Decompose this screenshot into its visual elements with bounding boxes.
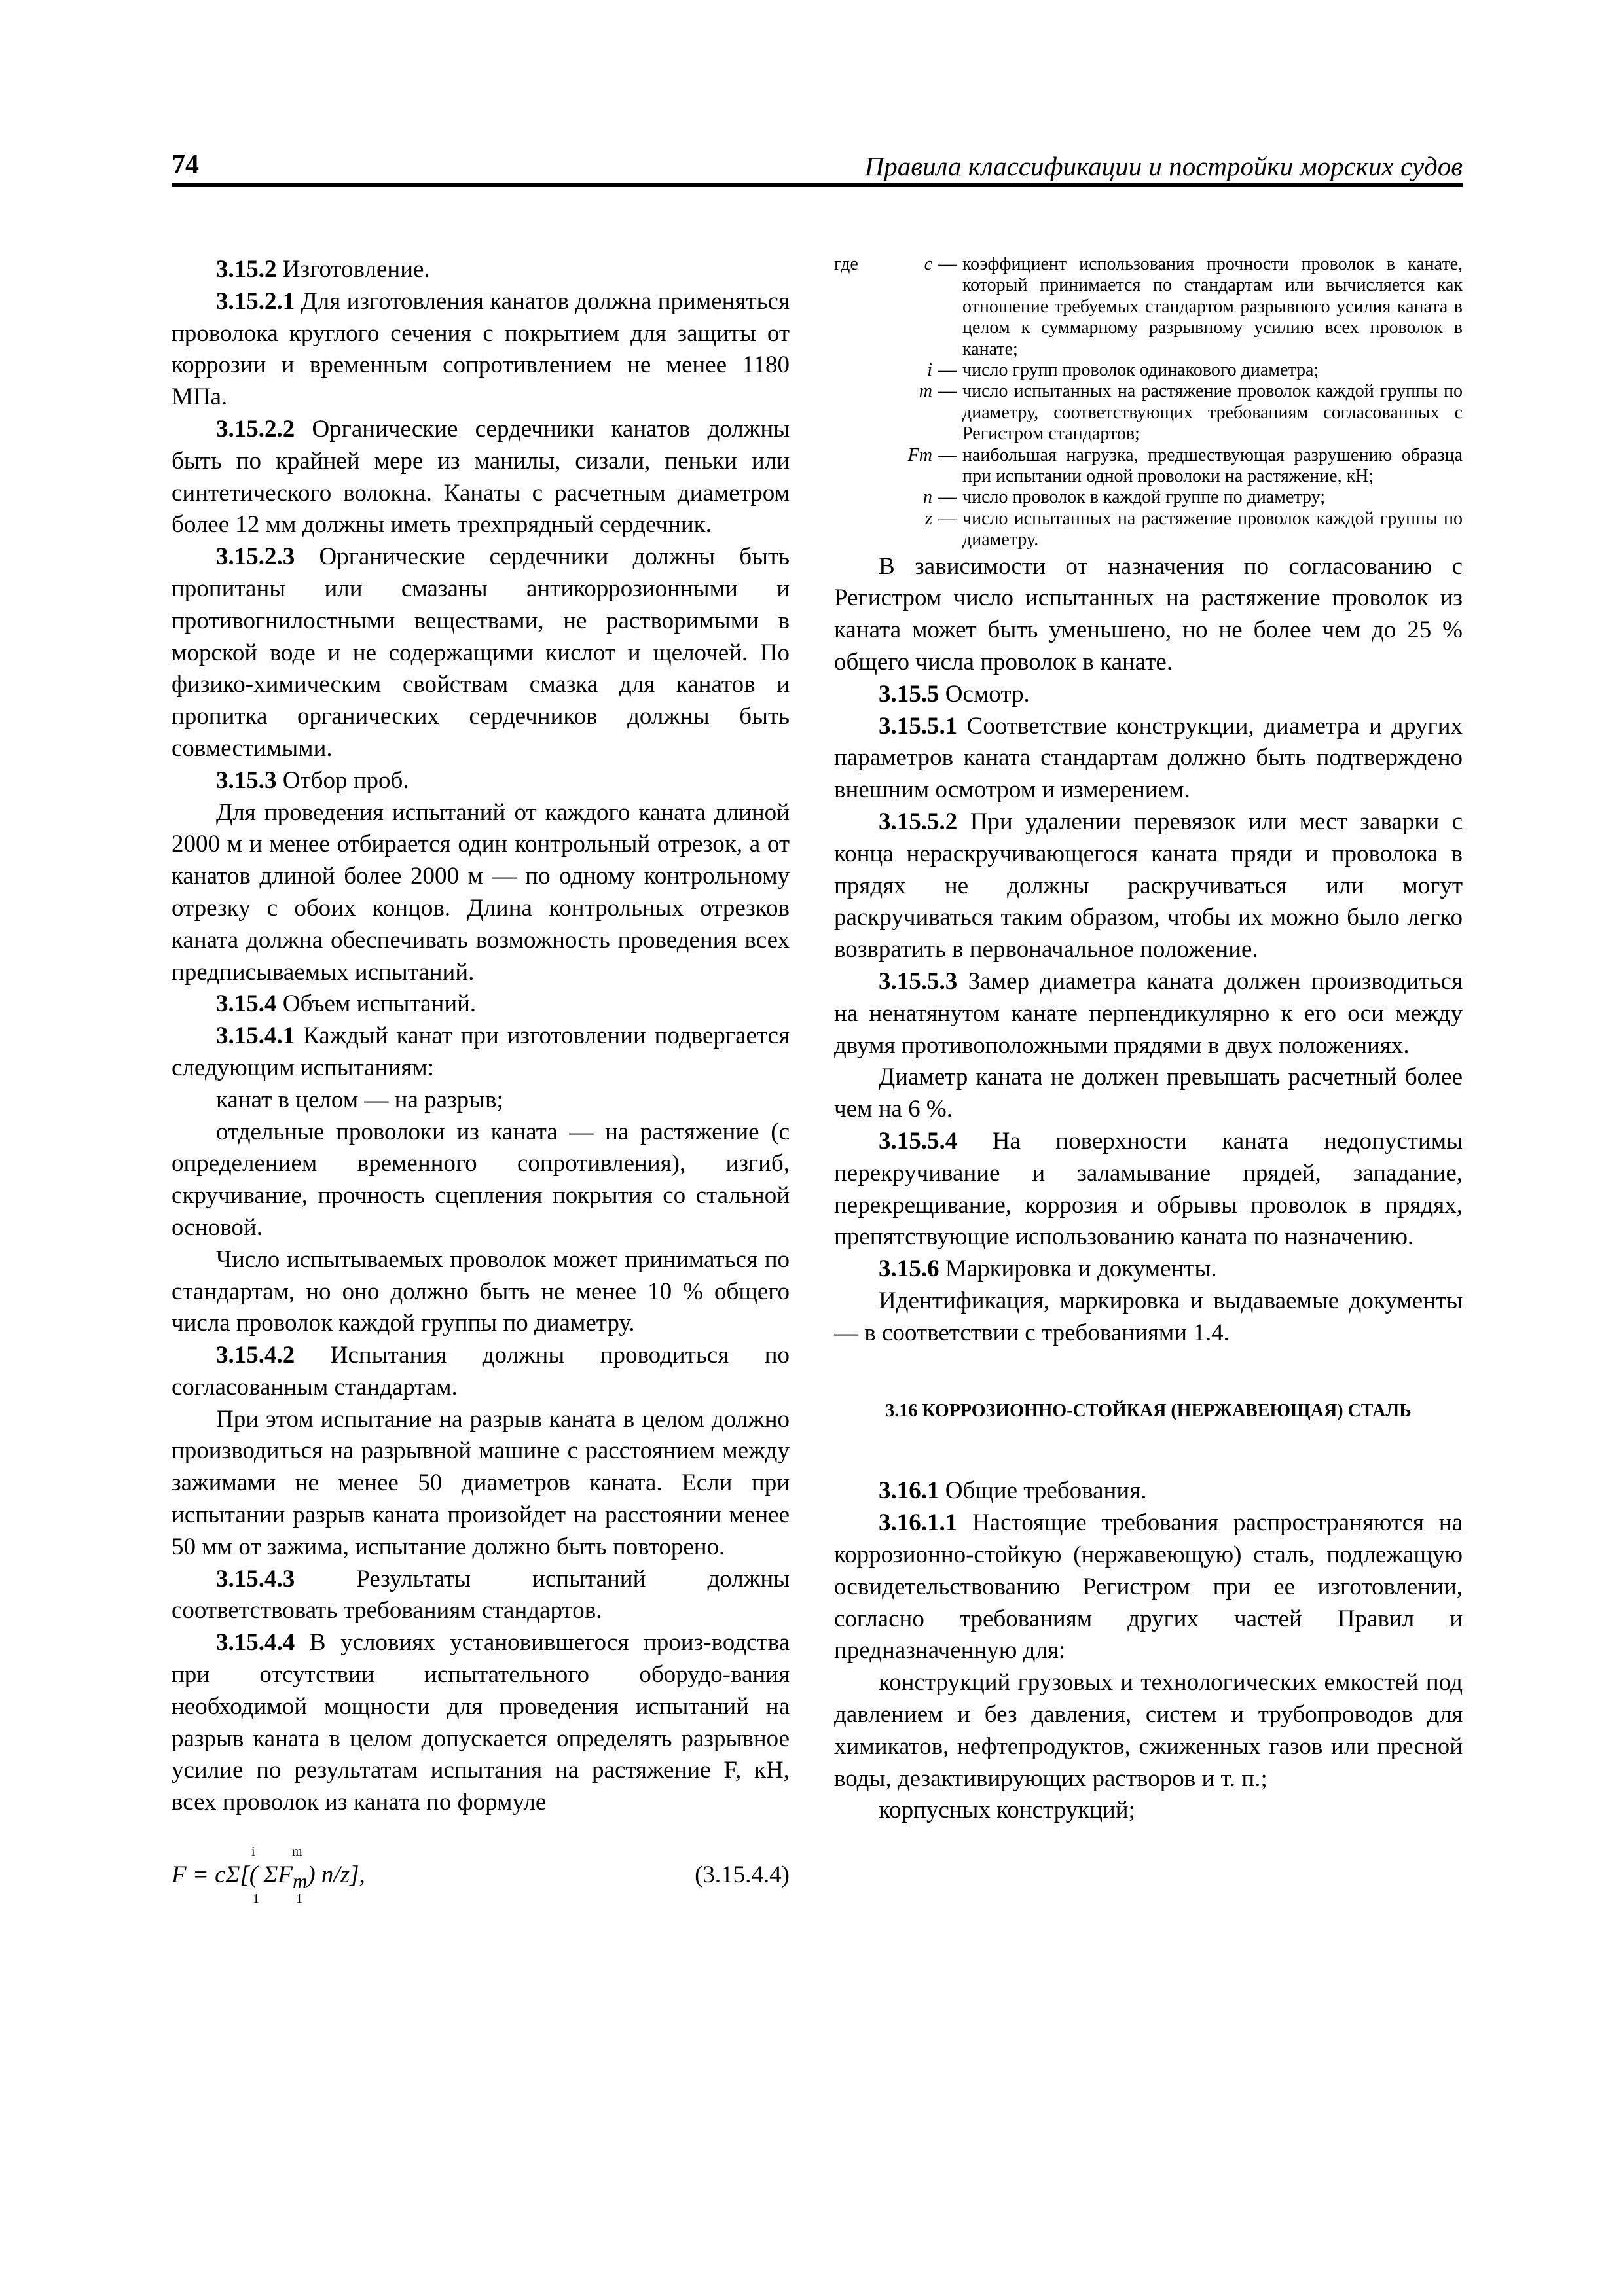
legend-description: число групп проволок одинакового диаметра;: [962, 360, 1319, 381]
paragraph-3-15-2-2: [172, 414, 790, 541]
clause-number: 3.16.1.1: [879, 1509, 958, 1537]
legend-dash: —: [938, 254, 957, 274]
clause-number: 3.16.1: [879, 1477, 939, 1505]
page-number: 74: [172, 150, 199, 180]
clause-text: В условиях установившегося произ-водства при отсутствии испытательного оборудо-вания необходимой мощности для проведения испытаний на разрыв каната в целом допускается определять разрывное усилие по результатам испытания на растяжение F, кН, всех проволок из каната по формуле: [172, 1629, 790, 1816]
paragraph-3-15-5-4: [834, 1126, 1463, 1253]
paragraph-3-15-4-3: [172, 1564, 790, 1628]
paragraph-3-16-1-1: [834, 1507, 1463, 1667]
clause-number: 3.15.4.3: [216, 1565, 295, 1592]
clause-number: 3.15.4.4: [216, 1629, 295, 1657]
formula-3-15-4-4: [172, 1841, 790, 1907]
clause-text: Органические сердечники должны быть пропитаны или смазаны антикоррозионными и противогнилостными веществами, не растворимыми в морской воде и не содержащими кислот и щелочей. По физико-химическим свойствам смазка для канатов и пропитка органических сердечников должны быть совместимыми.: [172, 543, 790, 762]
clause-text: Отбор проб.: [276, 766, 409, 794]
legend-symbol: c: [924, 254, 932, 274]
list-item-containers: конструкций грузовых и технологических емкостей под давлением и без давления, систем и трубопроводов для химикатов, нефтепродуктов, сжиженных газов или пресной воды, дезактивирующих растворов и т. п.;: [834, 1669, 1463, 1792]
clause-text: Общие требования.: [939, 1477, 1147, 1505]
legend-item: [873, 487, 1463, 508]
legend-dash: —: [938, 381, 957, 402]
clause-text: Для изготовления канатов должна применяться проволока круглого сечения с покрытием для защиты от коррозии и временным сопротивлением не менее 1180 МПа.: [172, 287, 790, 411]
clause-number: 3.15.4: [216, 990, 277, 1018]
list-item-rope-break: канат в целом — на разрыв;: [216, 1086, 503, 1113]
paragraph-3-15-5-1: [834, 711, 1463, 806]
clause-text: Каждый канат при изготовлении подвергается следующим испытаниям:: [172, 1022, 790, 1081]
paragraph-3-15-5: [834, 679, 1463, 711]
clause-number: 3.15.5.4: [879, 1128, 958, 1155]
legend-description: число испытанных на растяжение проволок каждой группы по диаметру, соответствующих требованиям согласованных с Регистром стандартов;: [962, 381, 1463, 444]
legend-item: [873, 445, 1463, 488]
clause-number: 3.15.5: [879, 680, 939, 708]
clause-number: 3.15.2.2: [216, 415, 295, 442]
paragraph-3-15-6: [834, 1253, 1463, 1285]
clause-text: Изготовление.: [276, 256, 430, 283]
legend-item: [873, 360, 1463, 381]
clause-number: 3.15.2: [216, 256, 277, 283]
clause-number: 3.15.5.2: [879, 808, 958, 836]
formula-upper-limit: m: [292, 1844, 302, 1859]
paragraph-3-15-4-4: [172, 1627, 790, 1819]
formula-expression: F = cΣ[( $\Sigma F_m$) n/z],: [172, 1861, 365, 1893]
formula-lower-limit: 1: [253, 1892, 259, 1907]
clause-text: Маркировка и документы.: [939, 1255, 1217, 1283]
legend-symbol: n: [923, 487, 932, 508]
paragraph-3-15-3: [172, 765, 790, 797]
clause-text: Результаты испытаний должны соответствовать требованиям стандартов.: [172, 1565, 790, 1624]
legend-symbol: z: [925, 508, 932, 529]
paragraph-3-15-4: [172, 988, 790, 1020]
clause-text: При удалении перевязок или мест заварки с конца нераскручивающегося каната пряди и проволока в прядях не должны раскручиваться или могут раскручиваться таким образом, чтобы их можно было легко возвратить в первоначальное положение.: [834, 808, 1463, 963]
paragraph-3-16-1: [834, 1475, 1463, 1507]
paragraph-diameter-limit: Диаметр каната не должен превышать расчетный более чем на 6 %.: [834, 1064, 1463, 1123]
legend-description: число проволок в каждой группе по диаметру;: [962, 487, 1326, 508]
legend-symbol: Fm: [907, 444, 932, 465]
clause-number: 3.15.5.1: [879, 712, 958, 740]
clause-text: Осмотр.: [939, 680, 1030, 708]
clause-number: 3.15.3: [216, 766, 277, 794]
legend-dash: —: [938, 444, 957, 465]
paragraph-3-15-5-3: [834, 966, 1463, 1062]
paragraph-3-15-2: [172, 254, 790, 286]
legend-item: [873, 509, 1463, 551]
legend-dash: —: [938, 360, 957, 381]
clause-number: 3.15.4.1: [216, 1022, 295, 1050]
running-title: Правила классификации и постройки морских судов: [864, 151, 1463, 181]
paragraph-wire-count: Число испытываемых проволок может приниматься по стандартам, но оно должно быть не менее 10 % общего числа проволок каждой группы по диаметру.: [172, 1246, 790, 1337]
clause-text: Соответствие конструкции, диаметра и других параметров каната стандартам должно быть подтверждено внешним осмотром и измерением.: [834, 712, 1463, 804]
clause-text: Замер диаметра каната должен производиться на ненатянутом канате перпендикулярно к его оси между двумя противоположными прядями в двух положениях.: [834, 968, 1463, 1059]
formula-number: (3.15.4.4): [695, 1861, 790, 1889]
clause-text: Настоящие требования распространяются на коррозионно-стойкую (нержавеющую) сталь, подлежащую освидетельствованию Регистром при ее изготовлении, согласно требованиям других частей Правил и предназначенную для:: [834, 1509, 1463, 1664]
paragraph-sampling: Для проведения испытаний от каждого каната длиной 2000 м и менее отбирается один контрольный отрезок, а от канатов длиной более 2000 м — по одному контрольному отрезку с обоих концов. Длина контрольных отрезков каната должна обеспечивать возможность проведения всех предписываемых испытаний.: [172, 798, 790, 986]
paragraph-break-test: При этом испытание на разрыв каната в целом должно производиться на разрывной машине с расстоянием между зажимами не менее 50 диаметров каната. Если при испытании разрыв каната произойдет на расстоянии менее 50 мм от зажима, испытание должно быть повторено.: [172, 1405, 790, 1560]
formula-legend: [834, 254, 1463, 551]
formula-lower-limit: 1: [296, 1892, 302, 1907]
legend-description: коэффициент использования прочности проволок в канате, который принимается по стандартам или вычисляется как отношение требуемых стандартом разрывного усилия каната в целом к суммарному разрывному усилию всех проволок в канате;: [962, 254, 1463, 359]
paragraph-3-15-4-1: [172, 1020, 790, 1085]
legend-where-word: где: [834, 254, 858, 274]
legend-dash: —: [938, 508, 957, 529]
legend-list: [834, 254, 1463, 551]
section-title: 3.16 КОРРОЗИОННО-СТОЙКАЯ (НЕРЖАВЕЮЩАЯ) СТАЛЬ: [885, 1400, 1412, 1421]
right-column: [834, 254, 1463, 1827]
clause-number: 3.15.4.2: [216, 1342, 295, 1369]
legend-item: [873, 381, 1463, 444]
legend-symbol: m: [919, 381, 932, 402]
paragraph-3-15-4-2: [172, 1340, 790, 1404]
left-column: [172, 254, 790, 1907]
paragraph-3-15-2-1: [172, 286, 790, 414]
list-item-wire-tests: отдельные проволоки из каната — на растяжение (с определением временного сопротивления), изгиб, скручивание, прочность сцепления покрытия со стальной основой.: [172, 1118, 790, 1241]
page-header: [172, 149, 1463, 187]
legend-description: число испытанных на растяжение проволок каждой группы по диаметру.: [962, 508, 1463, 550]
paragraph-3-15-2-3: [172, 541, 790, 765]
legend-symbol: i: [927, 360, 932, 381]
clause-number: 3.15.6: [879, 1255, 939, 1283]
paragraph-marking: Идентификация, маркировка и выдаваемые документы — в соответствии с требованиями 1.4.: [834, 1287, 1463, 1346]
clause-text: На поверхности каната недопустимы перекручивание и заламывание прядей, западание, перекрещивание, коррозия и обрывы проволок в прядях, препятствующие использованию каната по назначению.: [834, 1128, 1463, 1251]
clause-number: 3.15.2.1: [216, 287, 295, 315]
paragraph-3-15-5-2: [834, 806, 1463, 966]
clause-number: 3.15.5.3: [879, 968, 958, 996]
clause-number: 3.15.2.3: [216, 543, 295, 571]
clause-text: Испытания должны проводиться по согласованным стандартам.: [172, 1342, 790, 1401]
formula-upper-limit: i: [251, 1844, 255, 1859]
list-item-hull: корпусных конструкций;: [879, 1797, 1135, 1824]
clause-text: Органические сердечники канатов должны быть по крайней мере из манилы, сизали, пеньки или синтетического волокна. Канаты с расчетным диаметром более 12 мм должны иметь трехпрядный сердечник.: [172, 415, 790, 539]
clause-text: Объем испытаний.: [276, 990, 477, 1018]
legend-item: [873, 254, 1463, 360]
paragraph-wire-reduction: В зависимости от назначения по согласованию с Регистром число испытанных на растяжение проволок из каната может быть уменьшено, но не более чем до 25 % общего числа проволок в канате.: [834, 552, 1463, 676]
legend-dash: —: [938, 487, 957, 508]
legend-description: наибольшая нагрузка, предшествующая разрушению образца при испытании одной проволоки на растяжение, кН;: [962, 444, 1463, 487]
